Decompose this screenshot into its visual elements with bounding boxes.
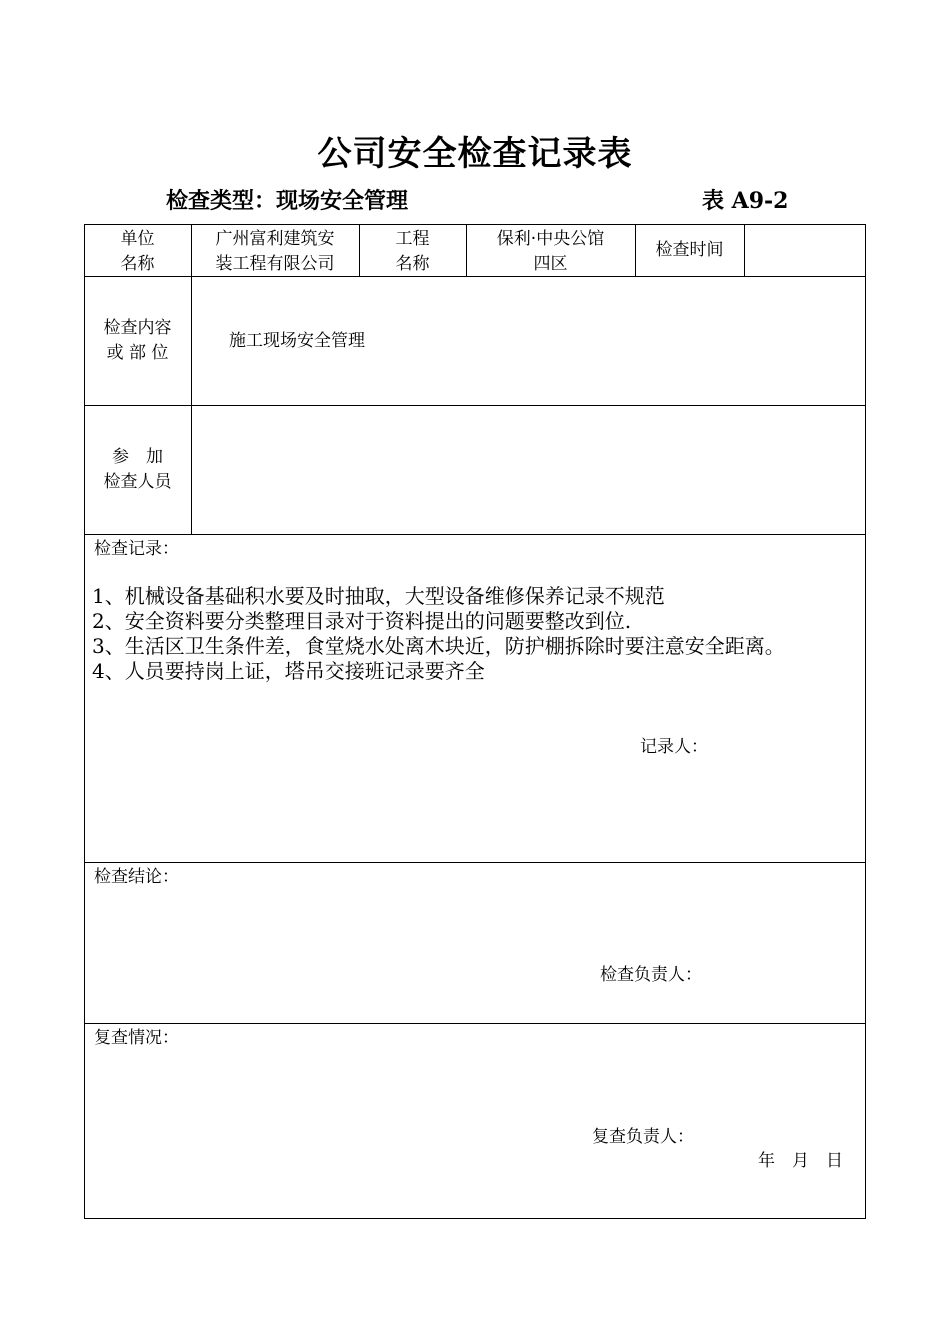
record-list	[92, 584, 785, 684]
project-label: 工程 名称	[395, 229, 430, 274]
inspection-content-label: 检查内容 或 部 位	[103, 318, 172, 363]
form-code: 表 A9-2	[702, 188, 789, 214]
unit-label: 单位 名称	[120, 229, 155, 274]
inspection-type: 检查类型：现场安全管理	[166, 188, 409, 214]
row-divider	[84, 534, 866, 535]
unit-value: 广州富利建筑安 装工程有限公司	[215, 229, 335, 274]
list-item: 4、人员要持岗上证，塔吊交接班记录要齐全	[92, 659, 485, 683]
row-divider	[84, 405, 866, 406]
list-item: 2、安全资料要分类整理目录对于资料提出的问题要整改到位.	[92, 609, 632, 633]
inspection-table	[84, 224, 866, 1219]
review-responsible-label: 复查负责人：	[592, 1127, 694, 1147]
recorder-label: 记录人：	[640, 737, 708, 757]
row-divider	[84, 862, 866, 863]
conclusion-responsible-label: 检查负责人：	[600, 965, 702, 985]
record-section-label: 检查记录：	[94, 539, 179, 559]
list-item: 3、生活区卫生条件差，食堂烧水处离木块近，防护棚拆除时要注意安全距离。	[92, 634, 785, 658]
row-divider	[84, 1023, 866, 1024]
conclusion-section-label: 检查结论：	[94, 867, 179, 887]
inspection-time-label: 检查时间	[655, 240, 724, 260]
list-item: 1、机械设备基础积水要及时抽取，大型设备维修保养记录不规范	[92, 584, 665, 608]
inspection-content-value: 施工现场安全管理	[229, 331, 365, 351]
document-title: 公司安全检查记录表	[317, 134, 633, 174]
review-section-label: 复查情况：	[94, 1028, 179, 1048]
review-date: 年 月 日	[758, 1151, 843, 1171]
column-divider	[744, 224, 745, 277]
project-value: 保利·中央公馆 四区	[496, 229, 605, 274]
participants-label: 参 加 检查人员	[103, 447, 172, 492]
